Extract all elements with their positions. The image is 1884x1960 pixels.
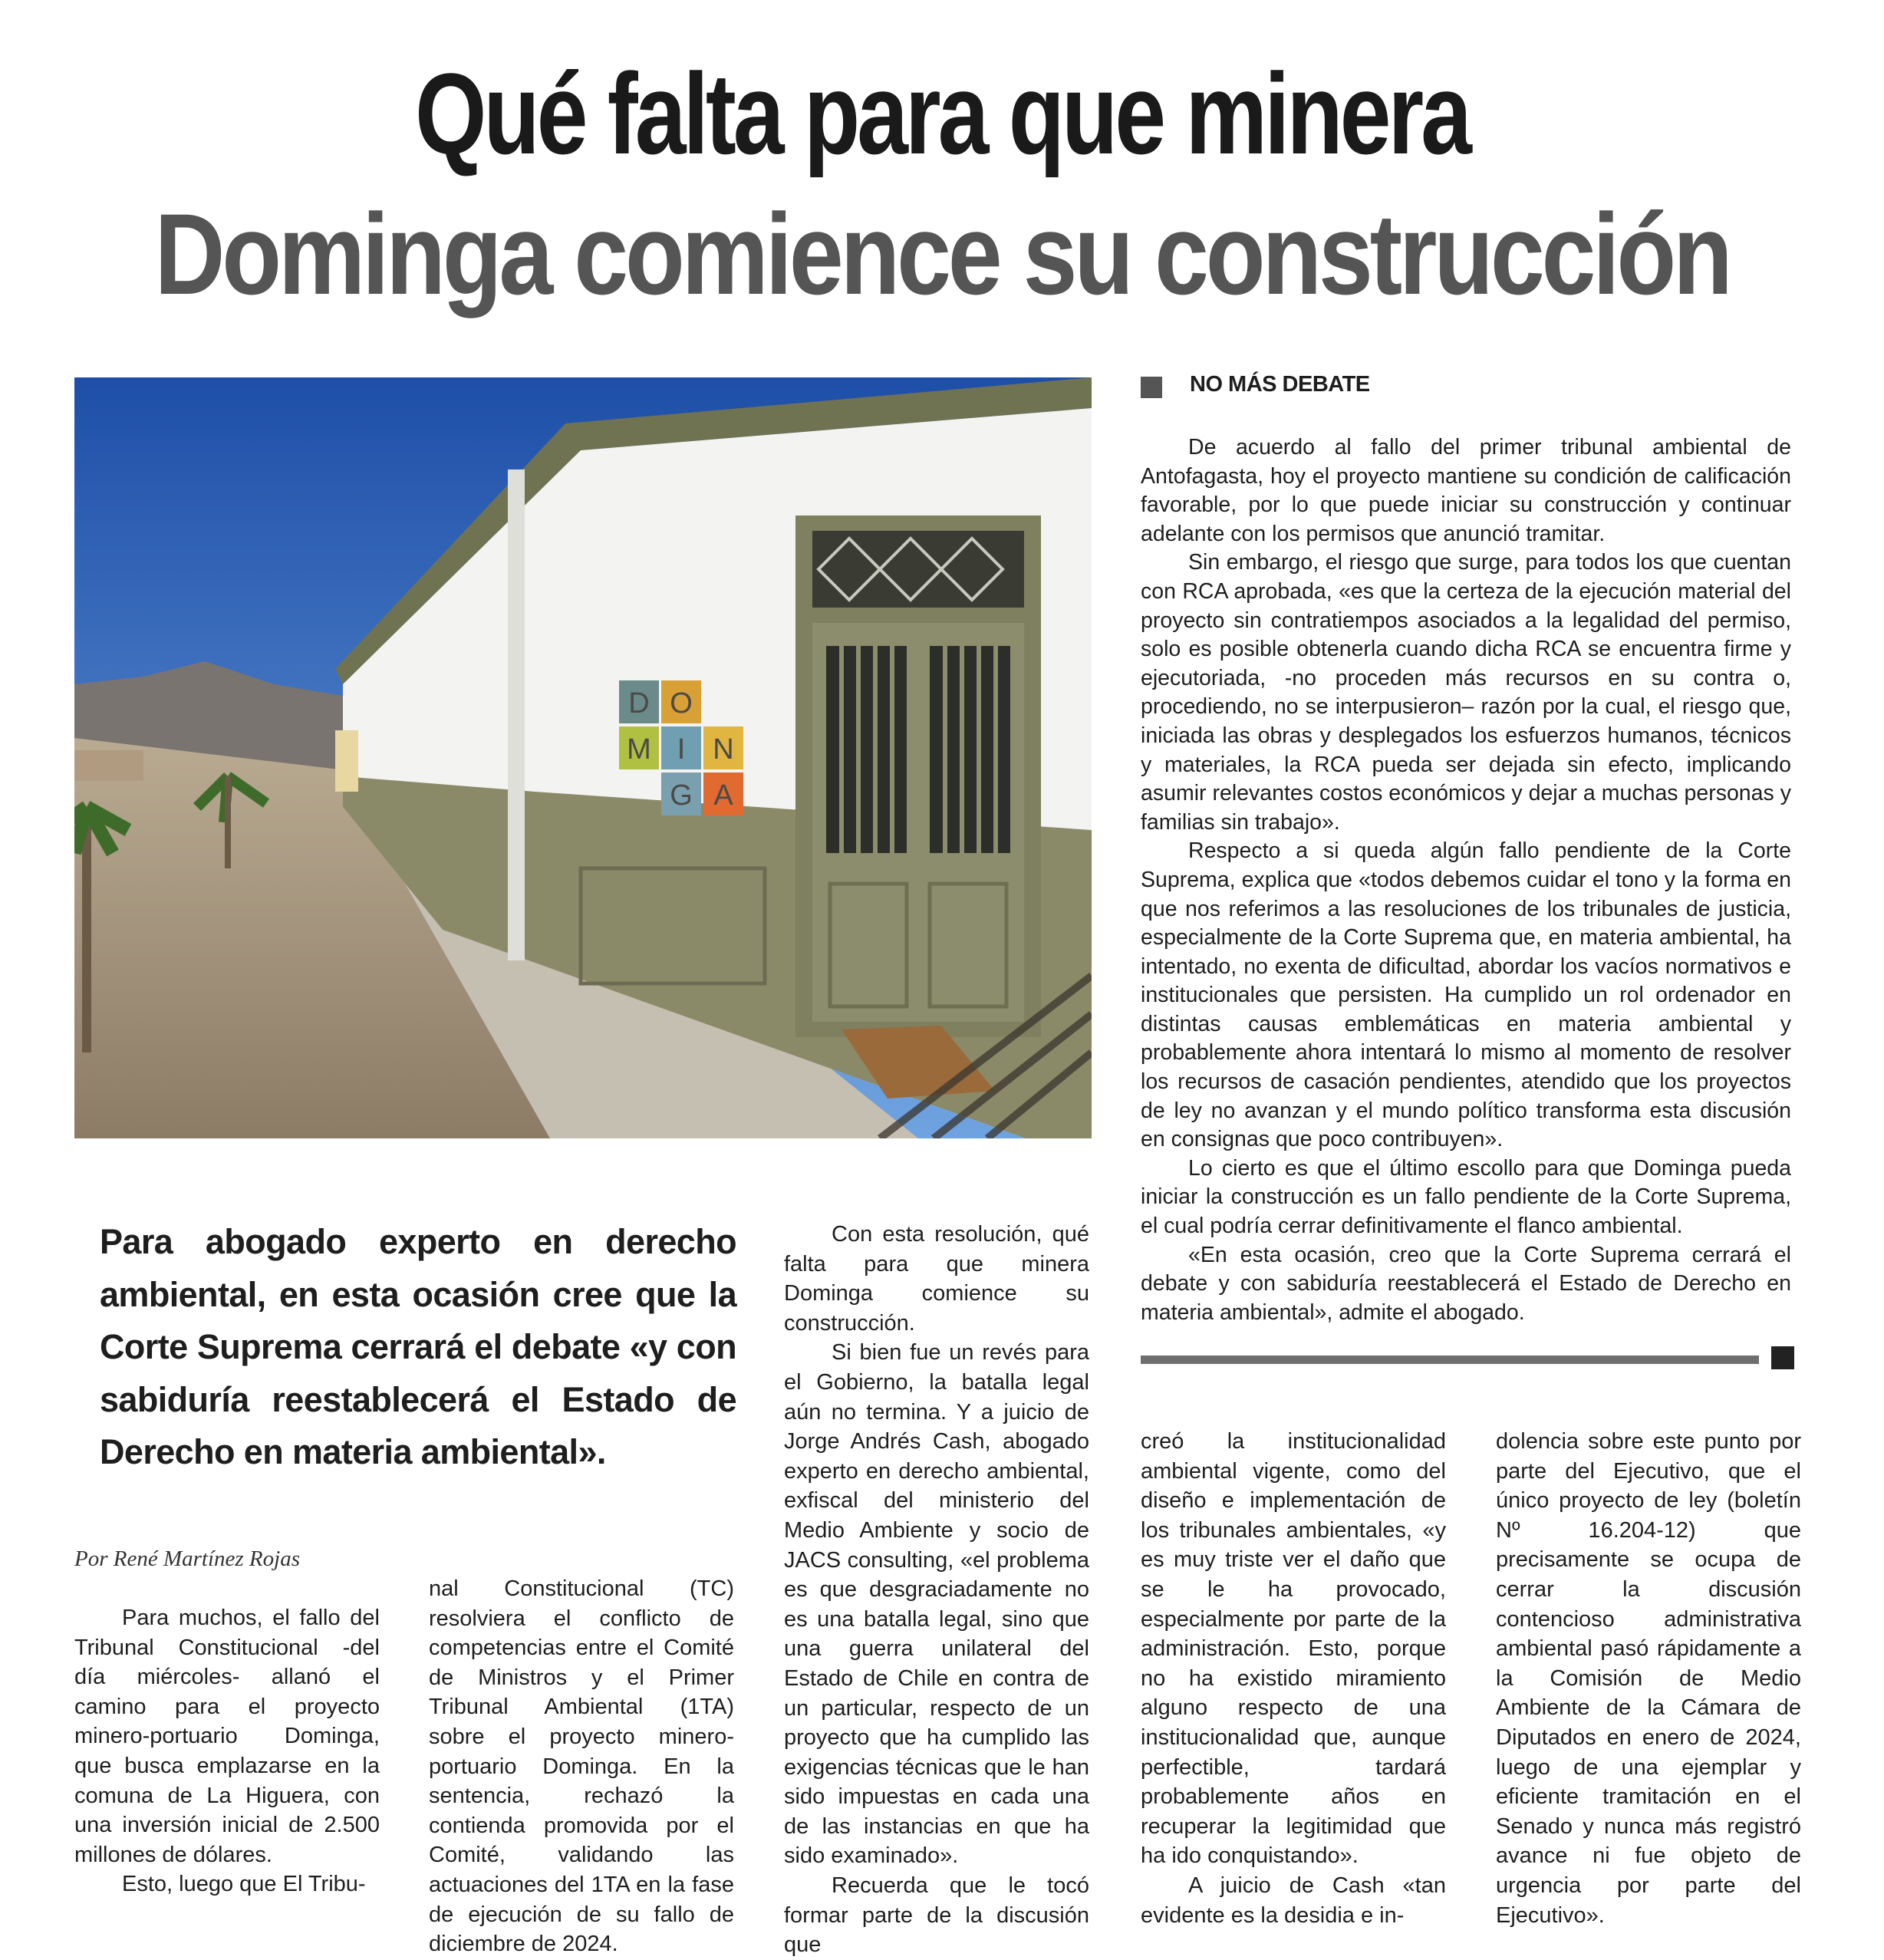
lead-paragraph: Para abogado experto en derecho ambiental, en esta ocasión cree que la Corte Suprema cerrará el debate «y con sabiduría reestablecerá el Estado de Derecho en materia ambiental». <box>100 1222 736 1471</box>
sign-letter: M <box>627 733 651 766</box>
body-paragraph: creó la institucionalidad ambiental vigente, como del diseño e implementación de los tribunales ambientales, «y es muy triste ver el daño que se le ha provocado, especialmente por parte de la administración. Esto, porque no ha existido miramiento alguno respecto de una institucionalidad que, aunque perfectible, tardará probablemente años en recuperar la legitimidad que ha ido conquistando». <box>1141 1429 1446 1869</box>
byline: Por René Martínez Rojas <box>74 1547 300 1571</box>
body-paragraph: Para muchos, el fallo del Tribunal Constitucional -del día miércoles- allanó el camino para el proyecto minero-portuario Dominga, que busca emplazarse en la comuna de La Higuera, con una inversión inicial de 2.500 millones de dólares. <box>74 1606 380 1867</box>
sign-letter: I <box>677 733 686 766</box>
section-bullet-icon <box>1141 377 1162 398</box>
body-paragraph: nal Constitucional (TC) resolviera el conflicto de competencias entre el Comité de Ministros y el Primer Tribunal Ambiental (1TA) sobre el proyecto minero-portuario Dominga. En la sentencia, rechazó la contienda promovida por el Comité, validando las actuaciones del 1TA en la fase de ejecución de su fallo de diciembre de 2024. <box>429 1576 734 1957</box>
sign-letter: N <box>713 733 734 766</box>
sign-letter: G <box>670 779 693 812</box>
body-column-1 <box>74 1603 380 1899</box>
sidebar-paragraph: «En esta ocasión, creo que la Corte Suprema cerrará el debate y con sabiduría reestablecerá el Estado de Derecho en materia ambiental», admite el abogado. <box>1141 1242 1791 1325</box>
sidebar-paragraph: Sin embargo, el riesgo que surge, para todos los que cuentan con RCA aprobada, «es que la certeza de la ejecución material del proyecto sin contratiempos asociados a la legalidad del permiso, solo es posible obtenerla cuando dicha RCA se encuentra firme y ejecutoriada, -no proceden más recursos en su contra o, procediendo, no se interpusieron– razón por la cual, el riesgo que, iniciada las obras y desplegados los esfuerzos humanos, técnicos y materiales, la RCA pueda ser dejada sin efecto, implicando asumir relevantes costos económicos y dejar a muchas personas y familias sin trabajo». <box>1141 550 1791 835</box>
body-paragraph: Con esta resolución, qué falta para que minera Dominga comience su construcción. <box>784 1222 1089 1336</box>
body-column-2 <box>429 1574 734 1959</box>
body-paragraph: Esto, luego que El Tribu- <box>122 1872 366 1897</box>
section-label: NO MÁS DEBATE <box>1190 372 1370 397</box>
divider-bar <box>1141 1356 1759 1364</box>
sign-letter: D <box>628 687 650 720</box>
sidebar-paragraph: Respecto a si queda algún fallo pendiente de la Corte Suprema, explica que «todos debemos cuidar el tono y la forma en que nos referimos a las resoluciones de los tribunales de justicia, especialmente de la Corte Suprema que, en materia ambiental, ha intentado, no exenta de dificultad, abordar los vacíos normativos e institucionales que persisten. Ha cumplido un rol ordenador en distintas causas emblemáticas en materia ambiental y probablemente ahora intentará lo mismo al momento de resolver los recursos de casación pendientes, atendido que los proyectos de ley no avanzan y el mundo político transforma esta discusión en consignas que poco contribuyen». <box>1141 838 1791 1152</box>
article-photo <box>74 377 1092 1138</box>
headline-line-1: Qué falta para que minera <box>415 49 1469 178</box>
sidebar-paragraph: De acuerdo al fallo del primer tribunal ambiental de Antofagasta, hoy el proyecto mantiene su condición de calificación favorable, por lo que puede iniciar su construcción y continuar adelante con los permisos que anunció tramitar. <box>1141 435 1791 546</box>
sign-letter: O <box>670 687 693 720</box>
headline-line-2: Dominga comience su construcción <box>154 189 1730 318</box>
sign-letter: A <box>713 779 733 812</box>
body-paragraph: dolencia sobre este punto por parte del Ejecutivo, que el único proyecto de ley (boletín Nº 16.204-12) que precisamente se ocupa de cerrar la discusión contencioso administrativa ambiental pasó rápidamente a la Comisión de Medio Ambiente de la Cámara de Diputados en enero de 2024, luego de una ejemplar y eficiente tramitación en el Senado y nunca más registró avance ni fue objeto de urgencia por parte del Ejecutivo». <box>1496 1429 1801 1928</box>
body-paragraph: Recuerda que le tocó formar parte de la discusión que <box>784 1873 1089 1958</box>
divider-end-icon <box>1771 1346 1794 1369</box>
section-divider <box>1141 1346 1803 1371</box>
sidebar-column <box>1141 433 1791 1327</box>
body-column-4 <box>1141 1427 1446 1930</box>
body-paragraph: A juicio de Cash «tan evidente es la desidia e in- <box>1141 1873 1446 1928</box>
body-column-5 <box>1496 1427 1801 1930</box>
body-paragraph: Si bien fue un revés para el Gobierno, la batalla legal aún no termina. Y a juicio de Jorge Andrés Cash, abogado experto en derecho ambiental, exfiscal del ministerio del Medio Ambiente y socio de JACS consulting, «el problema es que desgraciadamente no es una batalla legal, sino que una guerra unilateral del Estado de Chile en contra de un particular, respecto de un proyecto que ha cumplido las exigencias técnicas que le han sido impuestas en cada una de las instancias en que ha sido examinado». <box>784 1340 1089 1869</box>
sidebar-paragraph: Lo cierto es que el último escollo para que Dominga pueda iniciar la construcción es un fallo pendiente de la Corte Suprema, el cual podría cerrar definitivamente el flanco ambiental. <box>1141 1155 1791 1239</box>
body-column-3 <box>784 1220 1089 1960</box>
